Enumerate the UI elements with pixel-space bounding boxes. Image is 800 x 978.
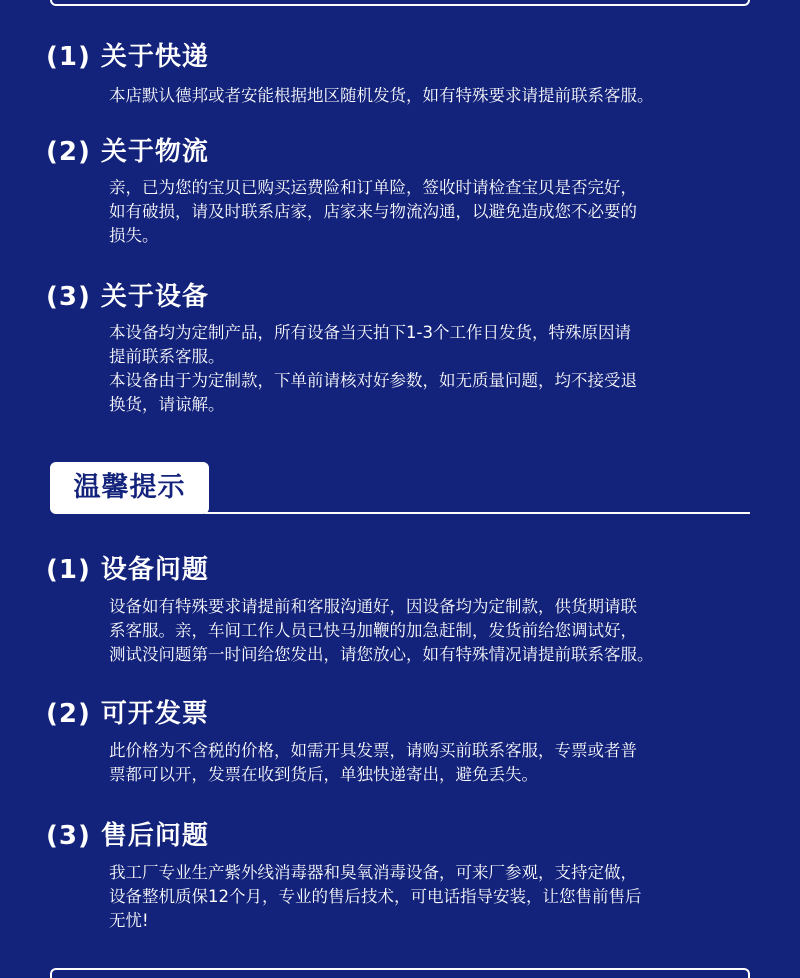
item-body-invoice	[109, 739, 759, 787]
body-line: 无忧!	[109, 911, 149, 930]
tips-divider	[205, 512, 750, 514]
item-number: (1)	[46, 555, 91, 585]
body-line: 提前联系客服。	[109, 347, 225, 366]
item-heading-equipment	[46, 276, 209, 313]
item-body-after-sales	[109, 861, 759, 933]
item-heading-logistics	[46, 131, 209, 168]
body-line: 本设备由于为定制款，下单前请核对好参数，如无质量问题，均不接受退	[109, 371, 637, 390]
item-body-logistics	[109, 176, 759, 248]
body-line: 亲，已为您的宝贝已购买运费险和订单险，签收时请检查宝贝是否完好，	[109, 178, 637, 197]
tips-header: 温馨提示	[50, 462, 209, 514]
bottom-frame-line	[50, 968, 750, 978]
item-number: (3)	[46, 282, 91, 312]
item-number: (2)	[46, 137, 91, 167]
body-line: 换货，请谅解。	[109, 395, 225, 414]
item-body-device-issues	[109, 595, 759, 667]
item-title: 关于快递	[100, 42, 209, 72]
item-body-equipment	[109, 321, 759, 417]
body-line: 此价格为不含税的价格，如需开具发票，请购买前联系客服，专票或者普	[109, 741, 637, 760]
item-number: (1)	[46, 42, 91, 72]
body-line: 系客服。亲，车间工作人员已快马加鞭的加急赶制，发货前给您调试好，	[109, 621, 637, 640]
body-line: 设备整机质保12个月，专业的售后技术，可电话指导安装，让您售前售后	[109, 887, 642, 906]
body-line: 如有破损，请及时联系店家，店家来与物流沟通，以避免造成您不必要的	[109, 202, 637, 221]
body-line: 测试没问题第一时间给您发出，请您放心，如有特殊情况请提前联系客服。	[109, 645, 654, 664]
body-line: 我工厂专业生产紫外线消毒器和臭氧消毒设备，可来厂参观，支持定做，	[109, 863, 637, 882]
item-title: 关于物流	[100, 137, 209, 167]
body-line: 设备如有特殊要求请提前和客服沟通好，因设备均为定制款，供货期请联	[109, 597, 637, 616]
item-heading-express	[46, 36, 209, 73]
item-heading-after-sales	[46, 815, 209, 852]
item-title: 可开发票	[100, 699, 209, 729]
body-line: 票都可以开，发票在收到货后，单独快递寄出，避免丢失。	[109, 765, 538, 784]
item-title: 设备问题	[100, 555, 209, 585]
item-heading-invoice	[46, 693, 209, 730]
item-heading-device-issues	[46, 549, 209, 586]
item-title: 关于设备	[100, 282, 209, 312]
item-body-express	[109, 84, 759, 108]
body-line: 本设备均为定制产品，所有设备当天拍下1-3个工作日发货，特殊原因请	[109, 323, 631, 342]
body-line: 损失。	[109, 226, 159, 245]
item-number: (2)	[46, 699, 91, 729]
item-title: 售后问题	[100, 821, 209, 851]
top-frame-line	[50, 0, 750, 6]
item-number: (3)	[46, 821, 91, 851]
body-line: 本店默认德邦或者安能根据地区随机发货，如有特殊要求请提前联系客服。	[109, 86, 654, 105]
